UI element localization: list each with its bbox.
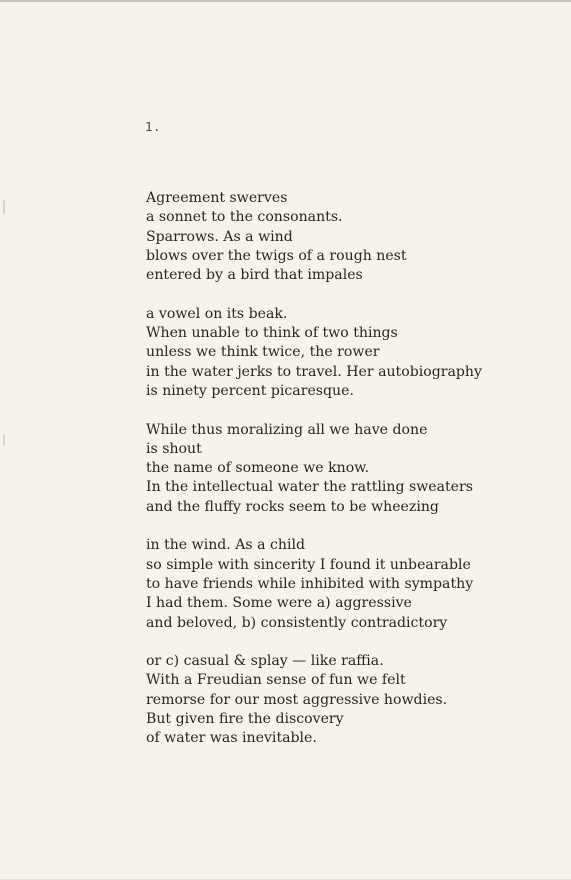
poem-line: to have friends while inhibited with sympathy (146, 575, 474, 592)
poem-line: the name of someone we know. (146, 460, 370, 477)
page-edge-mark (3, 435, 5, 445)
poem-line: a sonnet to the consonants. (146, 209, 343, 226)
poem-line: in the water jerks to travel. Her autobiography (146, 363, 482, 380)
poem-line: I had them. Some were a) aggressive (146, 595, 412, 612)
poem-line: Sparrows. As a wind (146, 228, 293, 245)
page-number: 1. (145, 119, 162, 134)
stanza-2 (146, 305, 546, 401)
stanza-1 (146, 189, 546, 285)
stanza-4 (146, 536, 546, 632)
poem-line: a vowel on its beak. (146, 305, 288, 322)
poem (146, 189, 546, 749)
poem-line: and beloved, b) consistently contradictory (146, 614, 448, 631)
poem-line: in the wind. As a child (146, 537, 306, 554)
poem-line: unless we think twice, the rower (146, 344, 380, 361)
stanza-5 (146, 652, 546, 748)
poem-line: so simple with sincerity I found it unbearable (146, 556, 471, 573)
poem-line: With a Freudian sense of fun we felt (146, 672, 406, 689)
stanza-3 (146, 421, 546, 517)
poem-line: and the fluffy rocks seem to be wheezing (146, 498, 439, 515)
poem-line: In the intellectual water the rattling sweaters (146, 479, 473, 496)
poem-line: While thus moralizing all we have done (146, 421, 428, 438)
poem-line: is shout (146, 440, 202, 457)
poem-line: Agreement swerves (146, 190, 288, 206)
page-edge-mark (3, 200, 5, 214)
poem-line: When unable to think of two things (146, 325, 398, 342)
poem-line: blows over the twigs of a rough nest (146, 247, 407, 264)
poem-line: or c) casual & splay — like raffia. (146, 653, 384, 670)
poem-line: But given fire the discovery (146, 711, 344, 728)
poem-line: remorse for our most aggressive howdies. (146, 691, 448, 708)
poem-line: is ninety percent picaresque. (146, 382, 354, 399)
poem-line: of water was inevitable. (146, 730, 317, 747)
poem-line: entered by a bird that impales (146, 267, 363, 284)
